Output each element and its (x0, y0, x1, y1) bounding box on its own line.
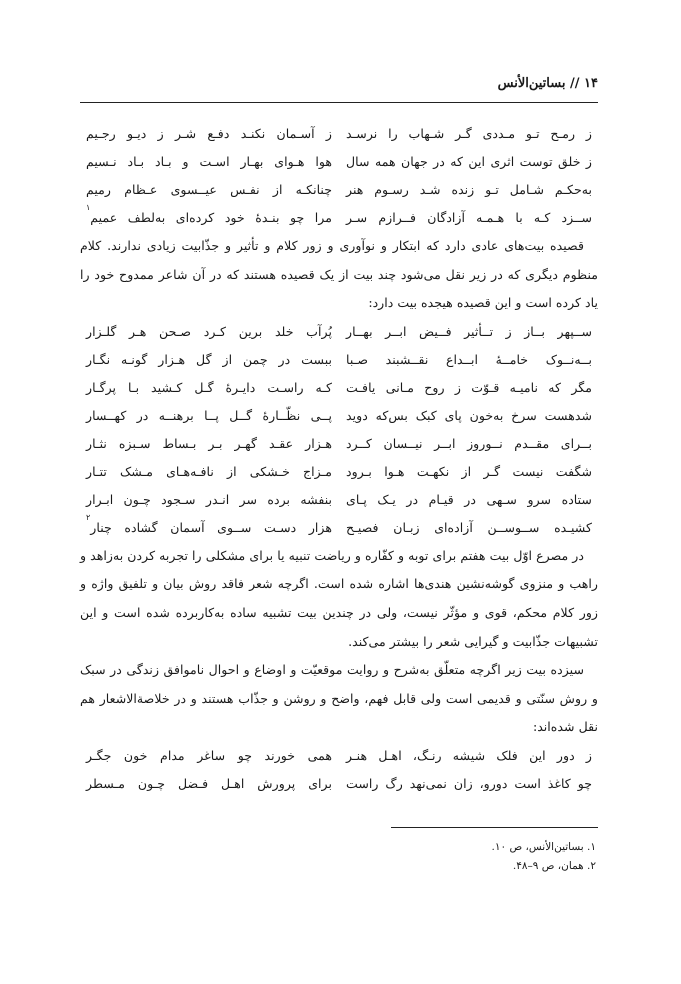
main-text (80, 120, 598, 798)
first-hemistich: ز خلق توست اثری این که در جهان همه سال (346, 154, 592, 169)
verse-line (80, 458, 598, 486)
verse-line (80, 514, 598, 542)
first-hemistich: بــرای مقــدم نــوروز ابــر نیــسان کــرد (346, 435, 592, 451)
second-hemistich: همی خورند چو ساغر مدام خون جگـر (86, 747, 332, 763)
verse-line (80, 204, 598, 232)
first-hemistich: ســزد کـه با هـمـه آزادگان فــرازم سـر (346, 210, 592, 225)
second-hemistich: ز آسـمان نکنـد دفـع شـر ز دیـو رجـیم (86, 126, 332, 141)
first-hemistich: به‌حکـم شـامل تـو زنده شـد رسـوم هنر (346, 182, 592, 197)
first-hemistich: بــه‌نــوک خامــۀ ابــداع نقــشبند صـبا (346, 351, 592, 367)
paragraph: سیزده بیت زیر اگرچه متعلّق به‌شرح و روایت موقعیّت و اوضاع و احوال ناموافق زندگی در سبک و روش سنّتی و قدیمی است ولی قابل فهم، واضح و روشن و جذّاب هستند و در خلاصةالاشعار هم نقل شده‌اند: (80, 662, 598, 735)
second-hemistich (80, 514, 332, 542)
running-header (80, 76, 598, 98)
verse-line (80, 148, 598, 176)
first-hemistich: ستاده سرو سـهی در قیـام در یـک پـای (346, 491, 592, 507)
second-hemistich: بنفشه برده سر انـدر سـجود چـون ابـرار (86, 491, 332, 507)
first-hemistich: چو کاغذ است دورو، زان نمی‌نهد رگ راست (346, 775, 592, 791)
verse-block-1 (80, 120, 598, 232)
verse-block-3 (80, 742, 598, 798)
second-hemistich: مـزاج خـشکی از نافـه‌هـای مـشک تتـار (86, 463, 332, 479)
second-hemistich (80, 204, 332, 232)
second-hemistich: برای پرورش اهـل فـضل چـون مـسطر (86, 775, 332, 791)
footnote-1: ۱. بساتین‌الأنس، ص ۱۰. (491, 841, 596, 853)
first-hemistich: ز رمـح تـو مـددی گـر شـهاب را نرسـد (346, 126, 592, 141)
verse-line (80, 742, 598, 770)
footnotes (80, 838, 598, 876)
second-hemistich: پُرآب خلد برین کـرد صـحن هـر گلـزار (86, 323, 332, 339)
paragraph: قصیده بیت‌های عادی دارد که ابتکار و نوآوری و زور کلام و تأثیر و جذّابیت زیادی ندارند. کلام منظوم دیگری که در زیر نقل می‌شود چند بیت از یک قصیده هستند که در آن شاعر ممدوح خود را یاد کرده است و این قصیده هیجده بیت دارد: (80, 238, 598, 311)
second-hemistich: پــی نظّــارۀ گــل پــا برهنــه در کهــسار (86, 407, 332, 423)
footnote-marker[interactable]: ۱ (86, 203, 91, 212)
verse-line (80, 374, 598, 402)
hemistich-text: هزار دسـت ســوی آسمان گشاده چنار (90, 519, 332, 535)
second-hemistich: ببست در چمن از گل هـزار گونـه نگـار (86, 351, 332, 367)
footnote-marker[interactable]: ۲ (86, 512, 91, 522)
first-hemistich: ســپهر بــاز ز تــأثیر فــیض ابــر بهــار (346, 323, 592, 339)
header-divider (80, 102, 598, 103)
first-hemistich: شدهست سرخ به‌خون پای کبک بس‌که دوید (346, 407, 592, 423)
verse-block-2 (80, 318, 598, 542)
verse-line (80, 402, 598, 430)
second-hemistich: هوا هـوای بهـار اسـت و بـاد بـاد نـسیم (86, 154, 332, 169)
footnote-2: ۲. همان، ص ۹–۴۸. (512, 860, 596, 872)
verse-line (80, 486, 598, 514)
verse-line (80, 430, 598, 458)
verse-line (80, 770, 598, 798)
footnote-divider (391, 827, 598, 828)
verse-line (80, 318, 598, 346)
second-hemistich: هـزار عقـد گهـر بـر بـساط سـبزه نثـار (86, 435, 332, 451)
paragraph: در مصرع اوّل بیت هفتم برای توبه و کفّاره و ریاضت تنبیه یا برای مشکلی را تجربه کردن به‌زاهد و راهب و منزوی گوشه‌نشین هندی‌ها اشاره شده است. اگرچه شعر فاقد روش بیان و تلفیق واژه و زور کلام محکم، قوی و مؤثّر نیست، ولی در چندین بیت تشبیه ساده به‌کاربرده شده است و این تشبیهات جذّابیت و گیرایی شعر را بیشتر می‌کند. (80, 547, 598, 649)
first-hemistich: شگفت نیست گـر از نکهـت هـوا بـرود (346, 463, 592, 479)
verse-line (80, 346, 598, 374)
first-hemistich: مگر که نامیـه قـوّت ز روح مـانی یافـت (346, 379, 592, 395)
first-hemistich: ز دور این فلک شیشه رنـگ، اهـل هنـر (346, 747, 592, 763)
second-hemistich: کـه راسـت دایـرۀ گـل کـشید بـا پرگـار (86, 379, 332, 395)
verse-line (80, 176, 598, 204)
second-hemistich: چنانکـه از نفـس عیــسوی عـظام رمیم (86, 182, 332, 197)
hemistich-text: مرا چو بنـدۀ خود کرده‌ای به‌لطف عمیم (90, 210, 332, 225)
verse-line (80, 120, 598, 148)
page-number-title: ۱۴ // بساتین‌الأنس (497, 76, 598, 91)
first-hemistich: کشیـده ســوســن آزاده‌ای زبـان فصیـح (346, 519, 592, 535)
